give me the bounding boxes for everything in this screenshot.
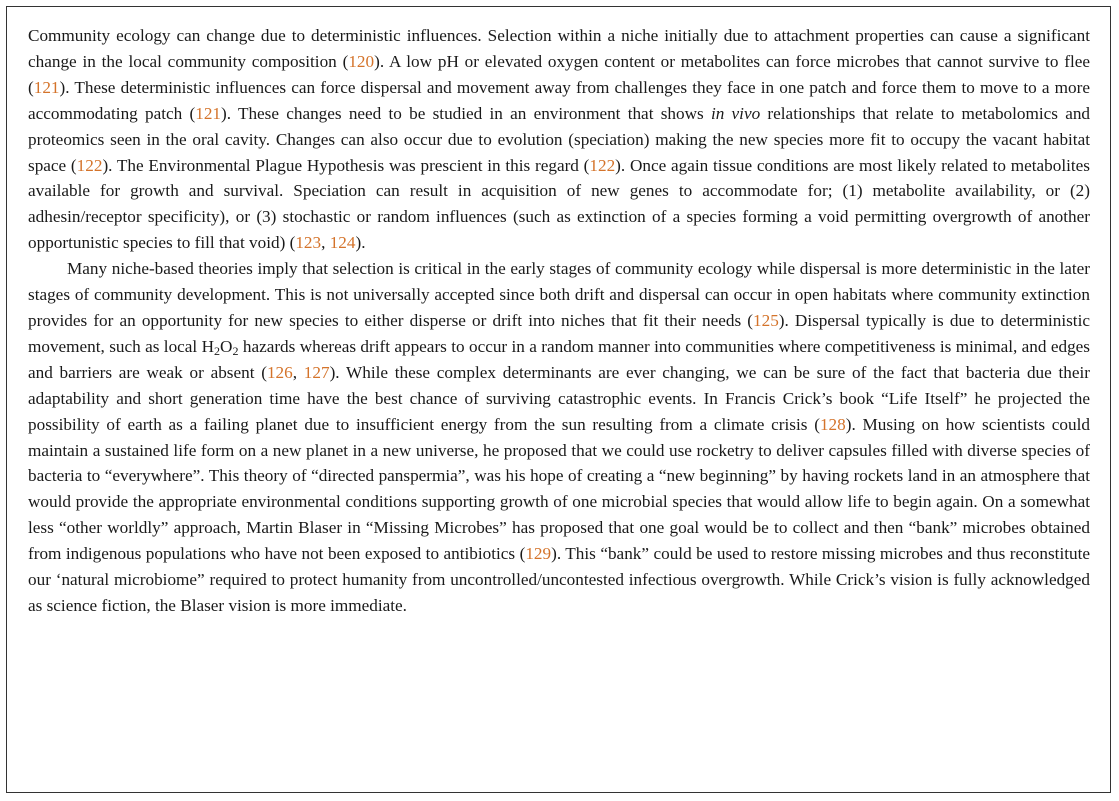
paragraph-2-text: O [220,336,233,356]
paragraph-1 [28,23,1090,256]
paragraph-1-text: , [321,233,330,253]
reference-link-125[interactable]: 125 [753,310,779,330]
paragraph-2-text: , [292,362,304,382]
reference-link-121[interactable]: 121 [33,77,60,97]
reference-link-120[interactable]: 120 [348,51,375,71]
reference-link-126[interactable]: 126 [266,362,293,382]
paragraph-2-text: ). Dispersal typically is due to deterministic movement, such as local H [28,310,1090,356]
reference-link-128[interactable]: 128 [819,414,846,434]
reference-link-123[interactable]: 123 [295,233,322,253]
paragraph-2-text: ). Musing on how scientists could maintain a sustained life form on a new planet in a new universe, he proposed that we could use rocketry to deliver capsules filled with diverse species of bacteria to “everywhere”. This theory of “directed panspermia”, was his hope of creating a “new beginning” by having rockets land in an atmosphere that would provide the appropriate environmental conditions supporting growth of one microbial species that would allow life to begin again. On a somewhat less “other worldly” approach, Martin Blaser in “Missing Microbes” has proposed that one goal would be to collect and then “bank” microbes obtained from indigenous populations who have not been exposed to antibiotics ( [28,414,1090,564]
paragraph-2-text: ). While these complex determinants are ever changing, we can be sure of the fact that bacteria due their adaptability and short generation time have the best chance of surviving catastrophic events. In Francis Crick’s book “Life Itself” he projected the possibility of earth as a failing planet due to insufficient energy from the sun resulting from a climate crisis ( [28,362,1091,434]
text-box [6,6,1111,793]
paragraph-1-text: ). [355,233,366,253]
reference-link-121[interactable]: 121 [195,103,221,123]
reference-link-129[interactable]: 129 [525,544,552,564]
paragraph-1-text: Community ecology can change due to deterministic influences. Selection within a niche initially due to attachment properties can cause a significant change in the local community composition ( [28,26,1090,71]
reference-link-127[interactable]: 127 [303,362,330,382]
paragraph-1-text: ). Once again tissue conditions are most likely related to metabolites available for growth and survival. Speciation can result in acquisition of new genes to accommodate for; (1) metabolite availability, or (2) adhesin/receptor specificity), or (3) stochastic or random influences (such as extinction of a species forming a void permitting overgrowth of another opportunistic species to fill that void) ( [28,155,1090,253]
paragraph-1-text: relationships that relate to metabolomics and proteomics seen in the oral cavity. Changes can also occur due to evolution (speciation) making the new species more fit to occupy the vacant habitat space ( [28,103,1091,175]
paragraph-1-text: ). The Environmental Plague Hypothesis was prescient in this regard ( [102,155,590,175]
paragraph-2-text: Many niche-based theories imply that selection is critical in the early stages of community ecology while dispersal is more deterministic in the later stages of community development. This is not universally accepted since both drift and dispersal can occur in open habitats where community extinction provides for an opportunity for new species to either disperse or drift into niches that fit their needs ( [28,259,1090,330]
paragraph-2-text: ). This “bank” could be used to restore missing microbes and thus reconstitute our ‘natural microbiome” required to protect humanity from uncontrolled/uncontested infectious overgrowth. While Crick’s vision is fully acknowledged as science fiction, the Blaser vision is more immediate. [28,544,1090,615]
paragraph-1-text: ). A low pH or elevated oxygen content or metabolites can force microbes that cannot survive to flee ( [28,51,1090,97]
reference-link-124[interactable]: 124 [329,233,356,253]
paragraph-1-text: ). These deterministic influences can force dispersal and movement away from challenges they face in one patch and force them to move to a more accommodating patch ( [28,77,1090,123]
reference-link-122[interactable]: 122 [76,155,103,175]
subscript-2: 2 [214,343,221,358]
subscript-2: 2 [232,343,239,358]
paragraph-1-text: ). These changes need to be studied in an environment that shows [221,103,711,123]
paragraph-2-text: hazards whereas drift appears to occur in a random manner into communities where competitiveness is minimal, and edges and barriers are weak or absent ( [28,336,1090,382]
paragraph-2 [28,256,1090,619]
in-vivo-italic: in vivo [710,103,761,123]
reference-link-122[interactable]: 122 [589,155,616,175]
